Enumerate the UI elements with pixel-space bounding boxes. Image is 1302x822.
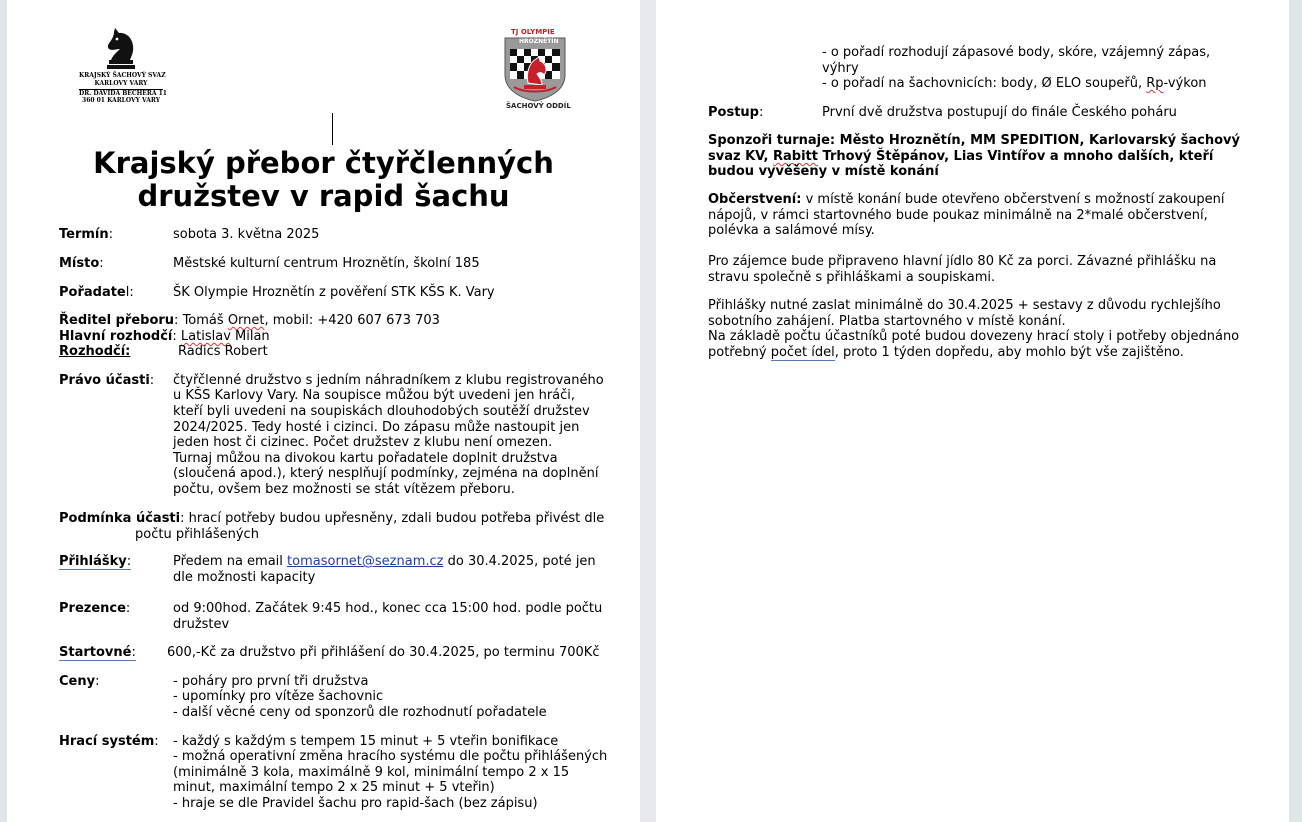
text-cursor xyxy=(332,113,333,145)
pravo-ucasti-text: 2024/2025. Tedy hosté i cizinci. Do zápasu může nastoupit jen xyxy=(173,420,580,435)
poradi-line-1: - o pořadí rozhodují zápasové body, skóre, vzájemný zápas, xyxy=(822,45,1211,60)
email-link[interactable]: tomasornet@seznam.cz xyxy=(287,554,444,569)
prihlasky-line-1: Předem na email tomasornet@seznam.cz do 30.4.2025, poté jen xyxy=(173,554,596,569)
poradi-line-3: - o pořadí na šachovnicích: body, Ø ELO soupeřů, Rp-výkon xyxy=(822,76,1207,91)
poradi-line-2: výhry xyxy=(822,61,859,76)
club-shield-icon xyxy=(502,35,568,103)
hraci-system-label: Hrací systém: xyxy=(59,734,159,749)
obcerstveni-line-3: polévka a salámové mísy. xyxy=(708,223,875,238)
prihlasky-note-line-4: potřebný počet ídel, proto 1 týden dopředu, aby mohlo být vše zajištěno. xyxy=(708,345,1184,360)
prihlasky-note-line-2: sobotního zahájení. Platba startovného v místě konání. xyxy=(708,314,1066,329)
pravo-ucasti-text: (sloučená apod.), který nesplňují podmínky, zejména na doplnění xyxy=(173,466,599,481)
ksv-line-4: 360 01 KARLOVY VARY xyxy=(82,97,160,104)
hraci-system-text: - hraje se dle Pravidel šachu pro rapid-šach (bez zápisu) xyxy=(173,796,538,811)
pravo-ucasti-text: kteří byli uvedeni na soupiskách dlouhodobých soutěží družstev xyxy=(173,404,590,419)
prihlasky-note-line-1: Přihlášky nutné zaslat minimálně do 30.4.2025 + sestavy z důvodu rychlejšího xyxy=(708,298,1221,313)
document-page-1[interactable] xyxy=(7,0,640,822)
misto-label: Místo: xyxy=(59,256,104,271)
prihlasky-line-2: dle možnosti kapacity xyxy=(173,570,316,585)
hraci-system-text: - možná operativní změna hracího systému dle počtu přihlášených xyxy=(173,749,608,764)
reditel-line: Ředitel přeboru: Tomáš Ornet, mobil: +420 607 673 703 xyxy=(59,313,440,328)
rozhodci-label: Rozhodčí: xyxy=(59,344,131,359)
page-title-line-1: Krajský přebor čtyřčlenných xyxy=(93,146,554,180)
club-logo-top-text: TJ OLYMPIE xyxy=(511,28,555,36)
postup-value: První dvě družstva postupují do finále Českého poháru xyxy=(822,105,1177,120)
ceny-item: - další věcné ceny od sponzorů dle rozhodnutí pořadatele xyxy=(173,705,547,720)
pravo-ucasti-text: počtu, ovšem bez možnosti se stát vítězem přeboru. xyxy=(173,482,515,497)
poradatel-label: Pořadatel: xyxy=(59,285,134,300)
postup-label: Postup: xyxy=(708,105,764,120)
misto-value: Městské kulturní centrum Hroznětín, školní 185 xyxy=(173,256,480,271)
hraci-system-text: minut, maximální tempo 2 x 25 minut + 5 vteřin) xyxy=(173,780,495,795)
ksv-line-3: DR. DAVIDA BECHERA 11 xyxy=(79,90,167,97)
pravo-ucasti-text: čtyřčlenné družstvo s jedním náhradníkem z klubu registrovaného xyxy=(173,373,604,388)
jidlo-line-2: stravu společně s přihláškami a soupiskami. xyxy=(708,270,996,285)
page-title-line-2: družstev v rapid šachu xyxy=(137,179,510,213)
obcerstveni-line-2: nápojů, v rámci startovného bude poukaz minimálně na 2*malé občerstvení, xyxy=(708,208,1208,223)
document-page-2[interactable] xyxy=(656,0,1289,822)
hraci-system-text: (minimálně 3 kola, maximálně 9 kol, minimální tempo 2 x 15 xyxy=(173,765,570,780)
club-logo-middle-text: HROZNĚTÍN xyxy=(519,38,559,45)
termin-value: sobota 3. května 2025 xyxy=(173,227,320,242)
chess-knight-icon xyxy=(101,24,141,70)
sponzori-line-2: svaz KV, Rabitt Trhový Štěpánov, Lias Vintířov a mnoho dalších, kteří xyxy=(708,149,1214,164)
pravo-ucasti-text: u KŠS Karlovy Vary. Na soupisce můžou být uvedeni jen hráči, xyxy=(173,388,576,403)
prihlasky-label: Přihlášky: xyxy=(59,554,132,569)
prezence-label: Prezence: xyxy=(59,601,131,616)
ksv-line-2: KARLOVY VARY xyxy=(94,80,148,87)
ksv-line-1: KRAJSKÝ ŠACHOVÝ SVAZ xyxy=(79,72,166,79)
ceny-label: Ceny: xyxy=(59,674,100,689)
poradatel-value: ŠK Olympie Hroznětín z pověření STK KŠS K. Vary xyxy=(173,285,495,300)
rozhodci-value: Radics Robert xyxy=(178,344,268,359)
sponzori-line-1: Sponzoři turnaje: Město Hroznětín, MM SPEDITION, Karlovarský šachový xyxy=(708,133,1240,148)
podminka-line-1: Podmínka účasti: hrací potřeby budou upřesněny, zdali budou potřeba přivést dle xyxy=(59,511,605,526)
hraci-system-text: - každý s každým s tempem 15 minut + 5 vteřin bonifikace xyxy=(173,734,559,749)
startovne-label: Startovné: xyxy=(59,645,136,660)
page-gap xyxy=(640,0,656,822)
podminka-line-2: počtu přihlášených xyxy=(135,527,259,542)
obcerstveni-line-1: Občerstvení: v místě konání bude otevřeno občerstvení s možností zakoupení xyxy=(708,192,1225,207)
prihlasky-note-line-3: Na základě počtu účastníků poté budou dovezeny hrací stoly i potřeby objednáno xyxy=(708,329,1240,344)
sponzori-line-3: budou vyvěšeny v místě konání xyxy=(708,164,939,179)
pravo-ucasti-label: Právo účasti: xyxy=(59,373,155,388)
termin-label: Termín: xyxy=(59,227,114,242)
prezence-line-1: od 9:00hod. Začátek 9:45 hod., konec cca 15:00 hod. podle počtu xyxy=(173,601,603,616)
ceny-item: - upomínky pro vítěze šachovnic xyxy=(173,689,384,704)
pravo-ucasti-text: Turnaj můžou na divokou kartu pořadatele doplnit družstva xyxy=(173,451,558,466)
ceny-item: - poháry pro první tři družstva xyxy=(173,674,369,689)
prezence-line-2: družstev xyxy=(173,617,230,632)
jidlo-line-1: Pro zájemce bude připraveno hlavní jídlo 80 Kč za porci. Závazné přihlášku na xyxy=(708,254,1217,269)
pravo-ucasti-text: jeden host či cizinec. Počet družstev z klubu není omezen. xyxy=(173,435,553,450)
startovne-value: 600,-Kč za družstvo při přihlášení do 30.4.2025, po terminu 700Kč xyxy=(167,645,600,660)
club-logo-bottom-text: ŠACHOVÝ ODDÍL xyxy=(506,102,571,110)
hlavni-rozhodci-line: Hlavní rozhodčí: Latislav Milan xyxy=(59,329,270,344)
